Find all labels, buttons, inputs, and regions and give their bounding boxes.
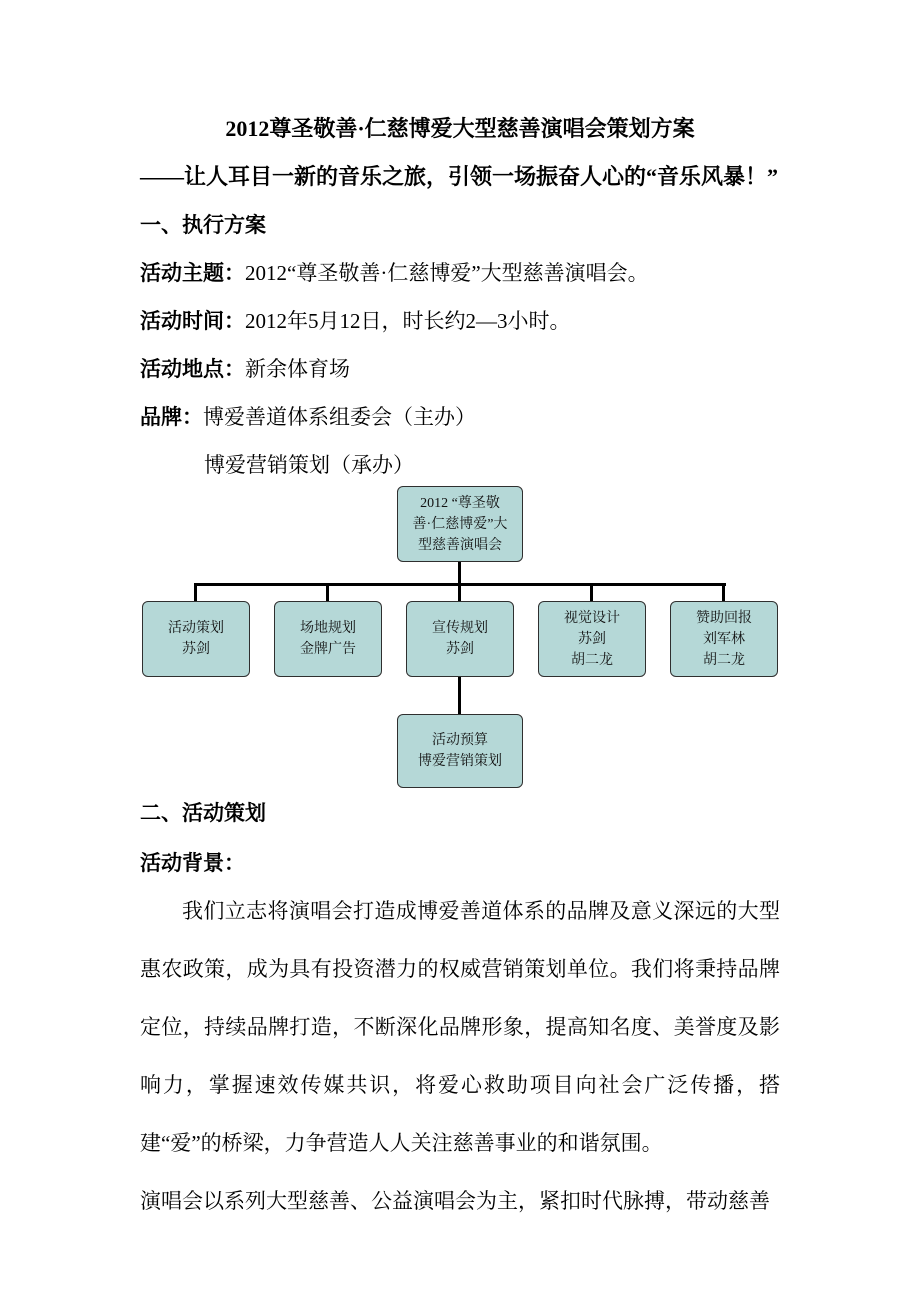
org-box-line: 型慈善演唱会 [418,537,502,553]
field-label: 活动主题： [140,261,245,285]
org-box-line: 胡二龙 [571,652,613,668]
connector-stub [722,586,725,601]
brand-coorganizer-line: 博爱营销策划（承办） [204,453,414,477]
org-box-line: 宣传规划 [432,621,488,636]
org-box-budget [397,714,523,788]
background-label [140,850,780,876]
field-label: 品牌： [140,405,203,429]
subtitle: ——让人耳目一新的音乐之旅，引领一场振奋人心的“音乐风暴！” [140,164,779,189]
org-box-line: 苏剑 [578,631,606,647]
org-box-line: 善·仁慈博爱”大 [412,516,508,532]
org-box-line: 金牌广告 [300,642,356,657]
field-value: 新余体育场 [245,357,350,381]
org-box-line: 活动策划 [168,621,224,636]
org-box-sponsor-return [670,601,778,677]
closing-paragraph: 演唱会以系列大型慈善、公益演唱会为主，紧扣时代脉搏，带动慈善 [140,1189,770,1213]
org-box-visual-design [538,601,646,677]
org-box-line: 苏剑 [446,642,474,657]
org-chart [140,486,780,788]
connector-stub [590,586,593,601]
section2-heading: 二、活动策划 [140,801,266,825]
org-box-activity-planning [142,601,250,677]
connector-stub [194,586,197,601]
field-value: 2012年5月12日，时长约2—3小时。 [245,309,571,333]
field-activity-location [140,356,780,382]
org-box-line: 场地规划 [300,621,356,636]
field-value: 2012“尊圣敬善·仁慈博爱”大型慈善演唱会。 [245,261,649,285]
org-box-line: 苏剑 [182,642,210,657]
field-label: 活动时间： [140,309,245,333]
section1-heading: 一、执行方案 [140,213,266,237]
field-brand [140,404,780,430]
org-box-publicity-planning [406,601,514,677]
field-activity-time [140,308,780,334]
org-root-box [397,486,523,562]
field-activity-theme [140,260,780,286]
connector-budget-vertical [458,677,461,714]
org-box-venue-planning [274,601,382,677]
org-box-line: 胡二龙 [703,652,745,668]
connector-stub [458,586,461,601]
org-box-line: 赞助回报 [696,610,752,626]
field-value: 博爱善道体系组委会（主办） [203,405,476,429]
org-box-line: 刘军林 [703,631,745,647]
connector-stub [326,586,329,601]
page-title: 2012尊圣敬善·仁慈博爱大型慈善演唱会策划方案 [225,116,695,141]
background-label-text: 活动背景： [140,851,245,875]
org-box-line: 活动预算 [432,733,488,748]
org-box-line: 2012 “尊圣敬 [420,495,500,511]
field-label: 活动地点： [140,357,245,381]
background-paragraph: 我们立志将演唱会打造成博爱善道体系的品牌及意义深远的大型惠农政策，成为具有投资潜力的权威营销策划单位。我们将秉持品牌定位，持续品牌打造，不断深化品牌形象，提高知名度、美誉度及影响力，掌握速效传媒共识，将爱心救助项目向社会广泛传播，搭建“爱”的桥梁，力争营造人人关注慈善事业的和谐氛围。 [140,899,780,1155]
org-box-line: 博爱营销策划 [418,754,502,769]
connector-root-vertical [458,562,461,583]
org-box-line: 视觉设计 [564,610,620,626]
